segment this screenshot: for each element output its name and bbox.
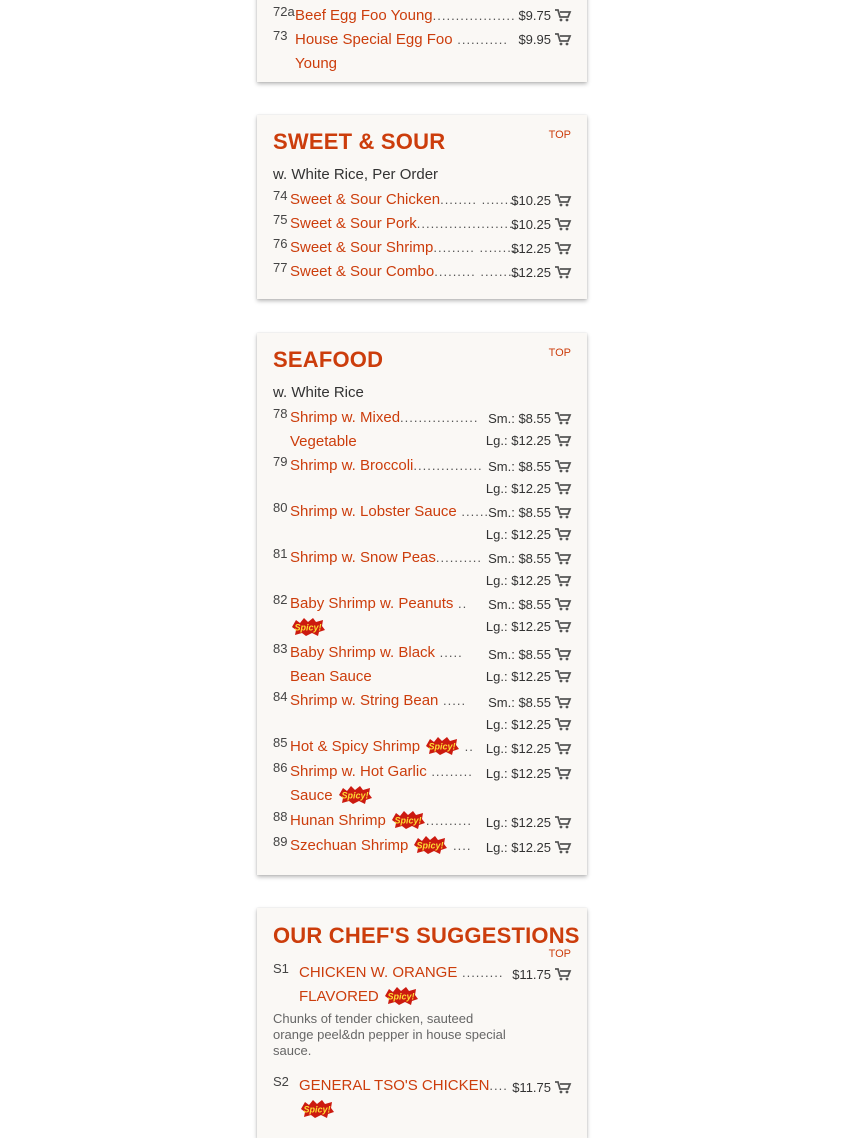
item-price-large: Lg.: $12.25 xyxy=(486,666,571,688)
item-name-link[interactable]: Shrimp w. Broccoli............... xyxy=(290,457,483,474)
item-number: 76 xyxy=(273,236,288,251)
item-price: $11.75 xyxy=(512,964,571,986)
spicy-icon xyxy=(290,617,326,637)
cart-icon[interactable] xyxy=(555,242,571,255)
cart-icon[interactable] xyxy=(555,574,571,587)
menu-item xyxy=(273,28,571,76)
item-price-large: Lg.: $12.25 xyxy=(486,812,571,834)
cart-icon[interactable] xyxy=(555,841,571,854)
item-price-large: Lg.: $12.25 xyxy=(486,430,571,452)
item-price: $9.75 xyxy=(518,5,571,27)
item-name-link[interactable]: Shrimp w. Hot Garlic ......... Sauce Spicy! xyxy=(290,763,473,804)
cart-icon[interactable] xyxy=(555,218,571,231)
cart-icon[interactable] xyxy=(555,434,571,447)
cart-icon[interactable] xyxy=(555,33,571,46)
item-number: 84 xyxy=(273,689,288,704)
item-name-link[interactable]: Shrimp w. Lobster Sauce ...... xyxy=(290,503,490,520)
menu-item xyxy=(273,809,571,834)
item-price: $9.95 xyxy=(518,29,571,51)
item-price: $10.25 xyxy=(511,214,571,236)
cart-icon[interactable] xyxy=(555,620,571,633)
cart-icon[interactable] xyxy=(555,506,571,519)
item-number: 80 xyxy=(273,500,288,515)
item-number: 83 xyxy=(273,641,288,656)
cart-icon[interactable] xyxy=(555,9,571,22)
menu-item xyxy=(273,4,571,28)
menu-item xyxy=(273,188,571,212)
item-number: S2 xyxy=(273,1074,289,1089)
item-number: 73 xyxy=(273,28,288,43)
section-title: SWEET & SOUR xyxy=(273,129,446,154)
item-price-large: Lg.: $12.25 xyxy=(486,714,571,736)
item-price-small: Sm.: $8.55 xyxy=(488,594,571,616)
item-price-large: Lg.: $12.25 xyxy=(486,763,571,785)
cart-icon[interactable] xyxy=(555,598,571,611)
cart-icon[interactable] xyxy=(555,816,571,829)
item-description: Chunks of tender chicken, sauteed orange peel&dn pepper in house special sauce. xyxy=(273,1011,506,1058)
section-title: OUR CHEF'S SUGGESTIONS xyxy=(273,923,580,948)
item-name-link[interactable]: Sweet & Sour Chicken........ ........ xyxy=(290,191,519,208)
cart-icon[interactable] xyxy=(555,767,571,780)
cart-icon[interactable] xyxy=(555,1081,571,1094)
item-price-small: Sm.: $8.55 xyxy=(488,692,571,714)
cart-icon[interactable] xyxy=(555,266,571,279)
section-title: SEAFOOD xyxy=(273,347,384,372)
item-name-link[interactable]: Sweet & Sour Shrimp......... ......... xyxy=(290,239,522,256)
menu-item xyxy=(273,260,571,284)
item-price: $10.25 xyxy=(511,190,571,212)
item-name-link[interactable]: Beef Egg Foo Young.................. xyxy=(295,7,516,24)
item-name-link[interactable]: Sweet & Sour Combo......... ......... xyxy=(290,263,522,280)
item-name-link[interactable]: Shrimp w. Snow Peas.......... xyxy=(290,549,483,566)
svg-text:Spicy!: Spicy! xyxy=(387,991,415,1002)
menu-item xyxy=(273,760,571,809)
cart-icon[interactable] xyxy=(555,670,571,683)
menu-card-chef-suggestions xyxy=(257,908,587,1138)
top-link[interactable]: TOP xyxy=(548,948,571,960)
menu-item xyxy=(273,735,571,760)
menu-item xyxy=(273,546,571,592)
svg-text:Spicy!: Spicy! xyxy=(394,815,422,826)
spicy-icon xyxy=(424,736,460,756)
item-price-small: Sm.: $8.55 xyxy=(488,408,571,430)
item-price-large: Lg.: $12.25 xyxy=(486,478,571,500)
item-price-large: Lg.: $12.25 xyxy=(486,738,571,760)
menu-item xyxy=(273,406,571,454)
item-name-link[interactable]: Shrimp w. Mixed................. Vegetable xyxy=(290,409,479,450)
menu-card-egg-foo-young xyxy=(257,0,587,82)
item-price-small: Sm.: $8.55 xyxy=(488,548,571,570)
cart-icon[interactable] xyxy=(555,718,571,731)
cart-icon[interactable] xyxy=(555,696,571,709)
section-subtitle: w. White Rice xyxy=(273,384,364,401)
menu-item xyxy=(273,961,571,1011)
cart-icon[interactable] xyxy=(555,460,571,473)
item-price: $11.75 xyxy=(512,1077,571,1099)
item-number: S1 xyxy=(273,961,289,976)
item-name-link[interactable]: Szechuan Shrimp Spicy! .... xyxy=(290,837,472,854)
svg-text:Spicy!: Spicy! xyxy=(303,1104,331,1115)
svg-text:Spicy!: Spicy! xyxy=(428,741,456,752)
item-name-link[interactable]: Shrimp w. String Bean ..... xyxy=(290,692,467,709)
item-name-link[interactable]: GENERAL TSO'S CHICKEN.... Spicy! xyxy=(299,1074,513,1122)
menu-item xyxy=(273,834,571,859)
menu-item xyxy=(273,236,571,260)
item-name-link[interactable]: Baby Shrimp w. Black ..... Bean Sauce xyxy=(290,644,463,685)
item-name-link[interactable]: Sweet & Sour Pork...................... xyxy=(290,215,519,232)
item-price-small: Sm.: $8.55 xyxy=(488,502,571,524)
item-number: 75 xyxy=(273,212,288,227)
item-price: $12.25 xyxy=(511,262,571,284)
svg-text:Spicy!: Spicy! xyxy=(294,622,322,633)
item-price-large: Lg.: $12.25 xyxy=(486,616,571,638)
menu-card-seafood xyxy=(257,333,587,875)
spicy-icon xyxy=(337,785,373,805)
menu-item xyxy=(273,641,571,689)
spicy-icon xyxy=(412,835,448,855)
spicy-icon xyxy=(390,810,426,830)
item-price-small: Sm.: $8.55 xyxy=(488,456,571,478)
item-number: 81 xyxy=(273,546,288,561)
item-name-link[interactable]: Hot & Spicy Shrimp Spicy! .. xyxy=(290,738,474,755)
menu-item xyxy=(273,212,571,236)
cart-icon[interactable] xyxy=(555,482,571,495)
item-number: 77 xyxy=(273,260,288,275)
item-price-large: Lg.: $12.25 xyxy=(486,524,571,546)
menu-item xyxy=(273,500,571,546)
item-price-large: Lg.: $12.25 xyxy=(486,570,571,592)
item-number: 86 xyxy=(273,760,288,775)
item-number: 85 xyxy=(273,735,288,750)
item-number: 74 xyxy=(273,188,288,203)
spicy-icon xyxy=(299,1099,335,1119)
item-number: 72a xyxy=(273,4,295,19)
menu-card-sweet-sour xyxy=(257,115,587,299)
menu-item xyxy=(273,1074,571,1124)
item-price-small: Sm.: $8.55 xyxy=(488,644,571,666)
item-number: 89 xyxy=(273,834,288,849)
svg-text:Spicy!: Spicy! xyxy=(341,790,369,801)
cart-icon[interactable] xyxy=(555,742,571,755)
item-price-large: Lg.: $12.25 xyxy=(486,837,571,859)
item-name-link[interactable]: CHICKEN W. ORANGE ......... FLAVORED Spicy! xyxy=(299,964,504,1005)
item-price: $12.25 xyxy=(511,238,571,260)
item-number: 88 xyxy=(273,809,288,824)
menu-item xyxy=(273,592,571,641)
cart-icon[interactable] xyxy=(555,412,571,425)
cart-icon[interactable] xyxy=(555,528,571,541)
item-name-link[interactable]: House Special Egg Foo ........... Young xyxy=(295,31,508,72)
section-subtitle: w. White Rice, Per Order xyxy=(273,166,439,183)
item-number: 82 xyxy=(273,592,288,607)
menu-item xyxy=(273,689,571,735)
item-number: 79 xyxy=(273,454,288,469)
svg-text:Spicy!: Spicy! xyxy=(416,840,444,851)
cart-icon[interactable] xyxy=(555,968,571,981)
top-link[interactable]: TOP xyxy=(548,129,571,141)
cart-icon[interactable] xyxy=(555,648,571,661)
menu-item xyxy=(273,454,571,500)
item-number: 78 xyxy=(273,406,288,421)
item-name-link[interactable]: Baby Shrimp w. Peanuts .. Spicy! xyxy=(290,592,482,640)
spicy-icon xyxy=(383,986,419,1006)
item-name-link[interactable]: Hunan Shrimp Spicy! .......... xyxy=(290,812,473,829)
cart-icon[interactable] xyxy=(555,194,571,207)
cart-icon[interactable] xyxy=(555,552,571,565)
top-link[interactable]: TOP xyxy=(548,347,571,359)
